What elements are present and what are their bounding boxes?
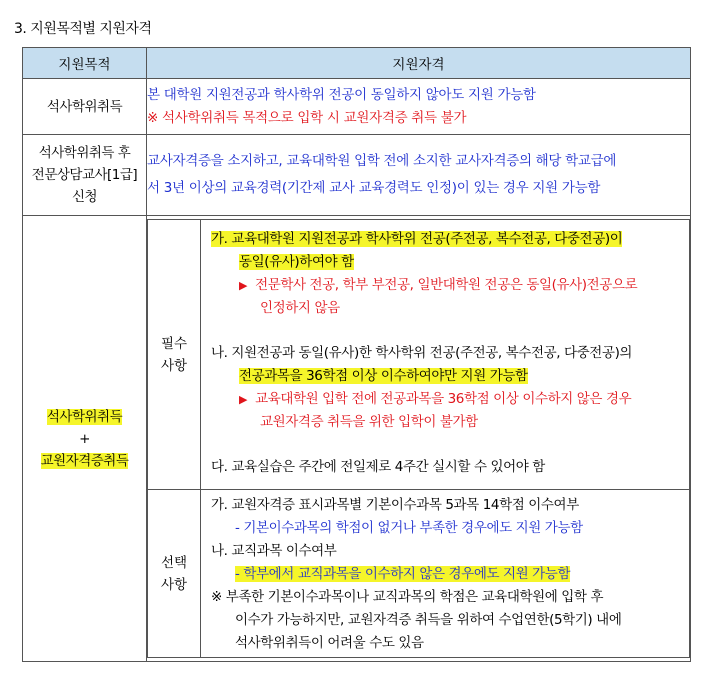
eligibility-table: [22, 47, 691, 662]
eligibility-text: 교사자격증을 소지하고, 교육대학원 입학 전에 소지한 교사자격증의 해당 학교급에: [147, 153, 617, 169]
table-header-row: [23, 48, 691, 79]
opt-item-ga-sub: - 기본이수과목의 학점이 없거나 부족한 경우에도 지원 가능함: [235, 520, 583, 536]
eligibility-text: 서 3년 이상의 교육경력(기간제 교사 교육경력도 인정)이 있는 경우 지원 가능함: [147, 180, 601, 196]
item-ga: 가. 교육대학원 지원전공과 학사학위 전공(주전공, 복수전공, 다중전공)이: [211, 231, 623, 247]
triangle-bullet-icon: ▶: [239, 279, 248, 292]
purpose-label-line: 교원자격증취득: [40, 452, 129, 469]
purpose-label-line: 석사학위취득: [46, 408, 123, 425]
purpose-label: 석사학위취득: [46, 98, 123, 115]
triangle-bullet-icon: ▶: [239, 393, 248, 406]
purpose-label-line: 석사학위취득 후: [38, 145, 131, 161]
col-header-eligibility: 지원자격: [147, 48, 691, 79]
opt-note-cont: 이수가 가능하지만, 교원자격증 취득을 위하여 수업연한(5학기) 내에: [235, 612, 622, 628]
eligibility-text: 본 대학원 지원전공과 학사학위 전공이 동일하지 않아도 지원 가능함: [147, 86, 536, 103]
item-ga-note-cont: 인정하지 않음: [260, 300, 340, 316]
section-heading: 3. 지원목적별 지원자격: [14, 21, 152, 37]
item-na-note-cont: 교원자격증 취득을 위한 입학이 불가함: [260, 414, 478, 430]
eligibility-cell-masters: [147, 79, 691, 135]
sub-label-line: 선택: [160, 554, 188, 571]
eligibility-cell-counselor: [147, 135, 691, 216]
table-row: [23, 79, 691, 135]
purpose-cell-certificate: [23, 216, 147, 662]
plus-sign: +: [79, 430, 90, 447]
opt-item-ga: 가. 교원자격증 표시과목별 기본이수과목 5과목 14학점 이수여부: [211, 497, 579, 513]
item-da: 다. 교육실습은 주간에 전일제로 4주간 실시할 수 있어야 함: [211, 459, 545, 475]
item-ga-cont: 동일(유사)하여야 함: [239, 254, 354, 270]
required-row: [148, 220, 690, 490]
eligibility-cell-certificate: [147, 216, 691, 662]
opt-item-na-sub: - 학부에서 교직과목을 이수하지 않은 경우에도 지원 가능함: [235, 566, 571, 582]
table-row: [23, 135, 691, 216]
optional-row: [148, 490, 690, 658]
sub-label-line: 사항: [160, 357, 188, 374]
opt-note: ※ 부족한 기본이수과목이나 교직과목의 학점은 교육대학원에 입학 후: [211, 589, 604, 605]
purpose-cell-counselor: [23, 135, 147, 216]
item-ga-note: 전문학사 전공, 학부 부전공, 일반대학원 전공은 동일(유사)전공으로: [255, 277, 638, 293]
item-na-cont: 전공과목을 36학점 이상 이수하여야만 지원 가능함: [239, 368, 528, 384]
opt-item-na: 나. 교직과목 이수여부: [211, 543, 337, 559]
item-na-note: 교육대학원 입학 전에 전공과목을 36학점 이상 이수하지 않은 경우: [255, 391, 632, 407]
opt-note-cont: 석사학위취득이 어려울 수도 있음: [235, 635, 424, 651]
sub-label-line: 필수: [160, 335, 188, 352]
sub-table: [147, 219, 690, 658]
optional-content: [201, 490, 690, 658]
required-label: [148, 220, 201, 490]
purpose-label-line: 신청: [71, 189, 98, 205]
purpose-cell-masters: [23, 79, 147, 135]
required-content: [201, 220, 690, 490]
item-na: 나. 지원전공과 동일(유사)한 학사학위 전공(주전공, 복수전공, 다중전공)의: [211, 345, 633, 361]
sub-label-line: 사항: [160, 576, 188, 593]
warning-note: ※ 석사학위취득 목적으로 입학 시 교원자격증 취득 불가: [147, 109, 467, 126]
table-row: [23, 216, 691, 662]
purpose-label-line: 전문상담교사[1급]: [31, 167, 138, 183]
optional-label: [148, 490, 201, 658]
col-header-purpose: 지원목적: [23, 48, 147, 79]
